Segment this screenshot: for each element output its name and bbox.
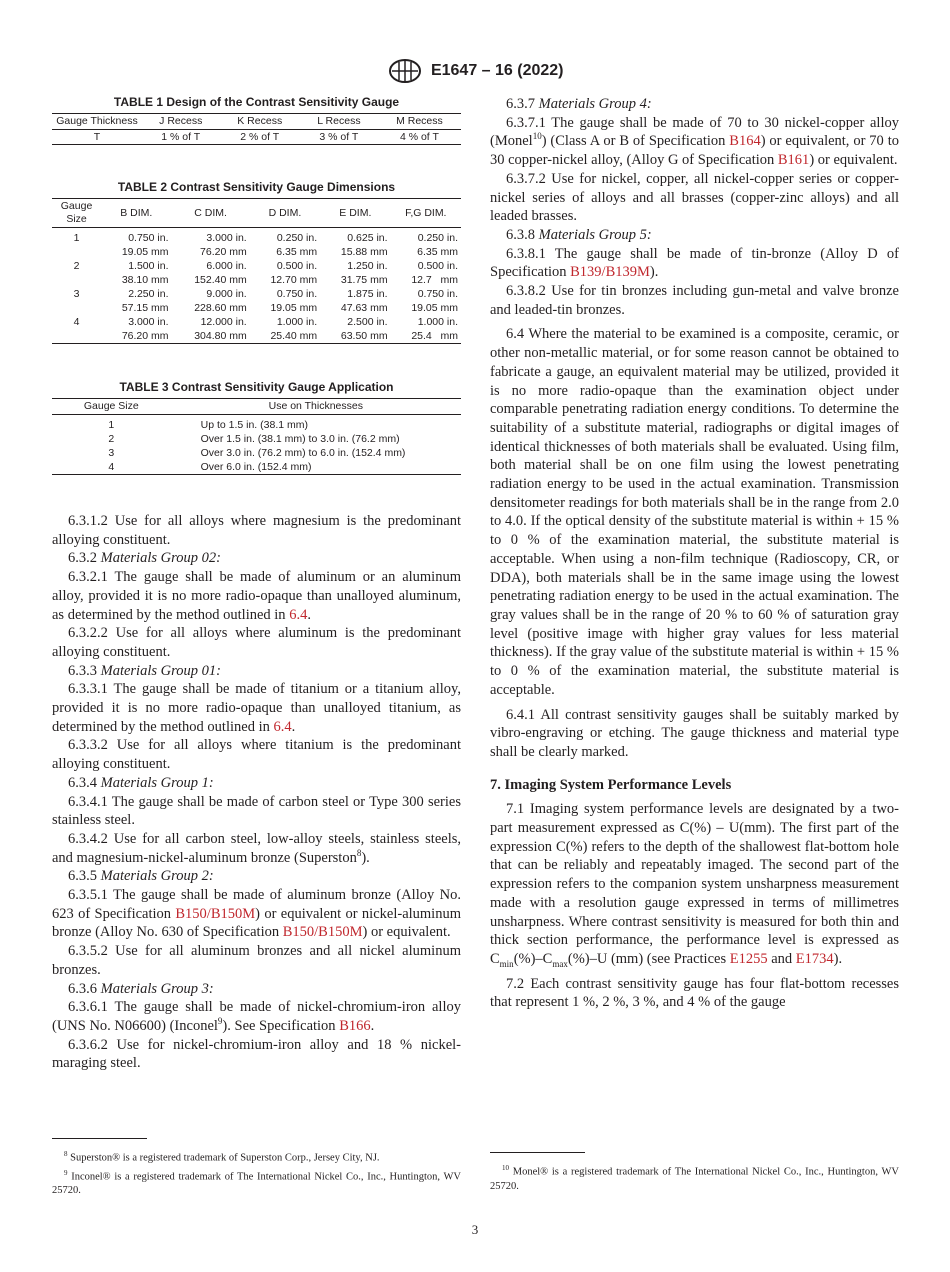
spec-link[interactable]: B166 — [339, 1017, 371, 1034]
paragraph: 6.3.8.1 The gauge shall be made of tin-bronze (Alloy D of Specification B139/B139M). — [490, 245, 899, 281]
section-heading: 6.3.8 Materials Group 5: — [506, 226, 652, 243]
table1-header: M Recess — [378, 114, 461, 130]
paragraph: 6.3.3.1 The gauge shall be made of titanium or a titanium alloy, provided it is no more radio-opaque than unalloyed titanium, as determined by the method outlined in 6.4. — [52, 681, 461, 735]
table3-cell: 2 — [108, 433, 115, 445]
spec-link[interactable]: B161 — [777, 152, 810, 169]
table2-header: Gauge Size — [52, 199, 101, 228]
table2-cell: 19.05 mm — [121, 246, 169, 258]
table2-cell — [52, 273, 101, 287]
paragraph: 6.3.3.2 Use for all alloys where titanium is the predominant alloying constituent. — [52, 737, 461, 773]
table2-cell: 0.750 in. — [417, 288, 458, 300]
spec-link[interactable]: B150/B150M — [282, 924, 363, 941]
table3-cell: 3 — [108, 447, 115, 459]
table3-header: Gauge Size — [52, 399, 171, 415]
paragraph: 6.3.8.2 Use for tin bronzes including gun-metal and valve bronze and leaded-tin bronzes. — [490, 283, 899, 318]
paragraph: 7.1 Imaging system performance levels are designated by a two-part measurement expressed as C(%) – U(mm). The first part of the expression C(%) refers to the depth of the shallowest flat-bottom hole that can be reliably and repeatably imaged. The second part of the expression refers to the companion system unsharpness measurement made with a resolution gauge expressed in terms of millimetres unsharpness. Where contrast sensitivity is measured for both thin and thick section performance, the performance level is expressed as $C_{min}(\%)-C_{max}(\%)-U$ (mm) (see Practices E1255 and E1734). — [490, 801, 899, 969]
table2 — [52, 198, 461, 344]
table2-cell: 2 — [73, 260, 80, 272]
table2-cell: 12.7 mm — [411, 274, 458, 286]
section-heading: 6.3.7 Materials Group 4: — [506, 96, 652, 112]
spec-link[interactable]: B150/B150M — [175, 905, 256, 922]
table3-cell: Over 1.5 in. (38.1 mm) to 3.0 in. (76.2 mm) — [200, 433, 400, 445]
table-row — [52, 446, 461, 460]
table2-cell: 0.750 in. — [128, 232, 169, 244]
table1-header: K Recess — [220, 114, 300, 130]
table1-header: J Recess — [142, 114, 220, 130]
table1 — [52, 113, 461, 145]
table1-cell: 3 % of T — [300, 130, 378, 145]
paragraph: 6.3.5.1 The gauge shall be made of aluminum bronze (Alloy No. 623 of Specification B150/B150M) or equivalent or nickel-aluminum bronze (Alloy No. 630 of Specification B150/B150M) or equivalent. — [52, 887, 461, 941]
paragraph: 6.3.1.2 Use for all alloys where magnesium is the predominant alloying constituent. — [52, 513, 461, 548]
footnote: $^{10}$ Monel® is a registered trademark of The International Nickel Co., Inc., Huntington, WV 25720. — [490, 1164, 899, 1192]
paragraph: 6.3.4.1 The gauge shall be made of carbon steel or Type 300 series stainless steel. — [52, 793, 461, 829]
footnote-marker: 10 — [532, 131, 542, 142]
spec-link[interactable]: B139/B139M — [570, 264, 650, 281]
section-heading: 6.3.4 Materials Group 1: — [68, 774, 214, 791]
table2-cell: 47.63 mm — [340, 302, 388, 314]
table2-title: TABLE 2 Contrast Sensitivity Gauge Dimensions — [117, 180, 396, 194]
paragraph: 6.3.2.2 Use for all alloys where aluminum is the predominant alloying constituent. — [52, 625, 461, 660]
table2-cell: 1.250 in. — [347, 260, 388, 272]
footnote: $^8$ Superston® is a registered trademark of Superston Corp., Jersey City, NJ. — [64, 1150, 380, 1164]
table-row — [52, 231, 461, 245]
section-title: 7. Imaging System Performance Levels — [490, 776, 732, 793]
table-row — [52, 460, 461, 475]
table2-cell: 38.10 mm — [121, 274, 169, 286]
table2-cell: 0.750 in. — [276, 288, 318, 300]
section-link[interactable]: 6.4 — [289, 606, 308, 623]
footnote-divider — [52, 1138, 147, 1139]
table-row — [52, 273, 461, 287]
table2-cell: 19.05 mm — [411, 302, 458, 314]
section-heading: 6.3.6 Materials Group 3: — [68, 980, 214, 997]
spec-link[interactable]: B164 — [729, 133, 761, 150]
table2-cell: 9.000 in. — [206, 288, 247, 300]
table-row — [52, 315, 461, 329]
table2-cell: 0.250 in. — [276, 232, 318, 244]
table2-cell: 6.35 mm — [276, 246, 318, 258]
paragraph: 6.3.7.2 Use for nickel, copper, all nickel-copper series or copper-nickel series of alloys and all brasses (copper-zinc alloys) and all leaded brasses. — [490, 170, 899, 225]
right-footnotes — [490, 1152, 899, 1194]
table2-cell: 31.75 mm — [340, 274, 388, 286]
table1-header: L Recess — [300, 114, 378, 130]
footnote: $^9$ Inconel® is a registered trademark of The International Nickel Co., Inc., Huntington, WV 25720. — [52, 1168, 461, 1196]
table2-cell: 3.000 in. — [206, 232, 247, 244]
table2-cell: 304.80 mm — [172, 329, 250, 344]
table2-cell: 0.625 in. — [347, 232, 388, 244]
table2-header: E DIM. — [320, 199, 390, 228]
table-row — [52, 245, 461, 259]
table3-header: Use on Thicknesses — [171, 399, 461, 415]
table-row — [52, 418, 461, 432]
table2-header: B DIM. — [101, 199, 171, 228]
table2-cell — [52, 245, 101, 259]
table1-cell: T — [52, 130, 142, 145]
footnote-divider — [490, 1152, 585, 1153]
table2-cell: 57.15 mm — [121, 302, 169, 314]
table2-cell: 12.000 in. — [200, 316, 247, 328]
designation: E1647 – 16 (2022) — [430, 62, 564, 79]
table2-cell: 2.250 in. — [128, 288, 169, 300]
table2-cell: 12.70 mm — [270, 274, 318, 286]
table2-cell: 1.500 in. — [128, 260, 169, 272]
table2-cell: 2.500 in. — [347, 316, 388, 328]
table-row — [52, 432, 461, 446]
paragraph: 6.3.6.1 The gauge shall be made of nickel-chromium-iron alloy (UNS No. N06600) (Inconel$^9$). See Specification B166. — [52, 999, 461, 1034]
table2-header: F,G DIM. — [391, 199, 461, 228]
paragraph: 6.3.4.2 Use for all carbon steel, low-alloy steels, stainless steels, and magnesium-nickel-aluminum bronze (Superston$^8$). — [52, 830, 461, 866]
table2-cell: 1.000 in. — [417, 316, 458, 328]
page-number: 3 — [471, 1222, 479, 1237]
table2-cell: 25.40 mm — [250, 329, 320, 344]
table2-header: C DIM. — [172, 199, 250, 228]
table-row — [52, 287, 461, 301]
astm-logo-icon — [387, 58, 423, 84]
table3-cell: 4 — [52, 460, 171, 475]
left-footnotes — [52, 1138, 461, 1198]
table2-cell: 6.000 in. — [206, 260, 247, 272]
table2-cell: 1.000 in. — [276, 316, 318, 328]
table2-cell: 25.4 mm — [391, 329, 461, 344]
table2-cell — [52, 301, 101, 315]
section-link[interactable]: 6.4 — [273, 718, 292, 735]
table2-cell: 3 — [73, 288, 80, 300]
table1-cell: 4 % of T — [378, 130, 461, 145]
table2-cell — [52, 329, 101, 344]
table-row — [52, 301, 461, 315]
table2-cell: 0.500 in. — [417, 260, 458, 272]
table1-cell: 2 % of T — [220, 130, 300, 145]
left-column — [52, 95, 461, 1073]
table2-header: D DIM. — [250, 199, 320, 228]
table2-cell: 0.250 in. — [417, 232, 458, 244]
table1-header: Gauge Thickness — [52, 114, 142, 130]
table2-cell: 1.875 in. — [347, 288, 388, 300]
table2-cell: 0.500 in. — [276, 260, 318, 272]
section-heading: 6.3.3 Materials Group 01: — [68, 662, 221, 679]
table2-cell: 63.50 mm — [320, 329, 390, 344]
table2-cell: 6.35 mm — [417, 246, 458, 258]
table3-title: TABLE 3 Contrast Sensitivity Gauge Application — [119, 380, 394, 394]
table3-cell: Up to 1.5 in. (38.1 mm) — [200, 419, 308, 431]
practice-link[interactable]: E1255 — [729, 950, 768, 967]
practice-link[interactable]: E1734 — [795, 950, 834, 967]
paragraph: 6.4 Where the material to be examined is a composite, ceramic, or other non-metallic material, or for some reason cannot be obtained to fabricate a gauge, an equivalent material may be utilized, provided it is no more radio-opaque than the examination object under comparable penetrating radiation energy conditions. To determine the suitability of a substitute material, radiographs or digital images of identical thicknesses of both materials shall be evaluated. Using film, both material shall be on one film using the lowest penetrating radiation energy to be used in the actual examination. Transmission densitometer readings for both materials shall be in the range from 2.0 to 4.0. If the optical density of the substitute material is within + 15 % to 0 % of the examination material, the substitute material is acceptable. When using a non-film technique (Radioscopy, CR, or DDA), both materials shall be in the same image using the lowest penetrating radiation energy to be used in the actual examination. The gray values shall be in the range of 20 % to 60 % of saturation gray level (positive image with higher gray values for less material thickness). If the gray value of the substitute material is within + 15 % to 0 % of the examination material, the substitute material is acceptable. — [490, 326, 899, 698]
left-body-text — [52, 512, 461, 1073]
table3-cell: Over 6.0 in. (152.4 mm) — [171, 460, 461, 475]
table2-cell: 1 — [73, 232, 80, 244]
table-row — [52, 259, 461, 273]
right-column — [490, 95, 899, 1012]
section-heading: 6.3.2 Materials Group 02: — [68, 550, 221, 567]
table1-cell: 1 % of T — [142, 130, 220, 145]
table2-cell: 3.000 in. — [128, 316, 169, 328]
paragraph: 7.2 Each contrast sensitivity gauge has four flat-bottom recesses that represent 1 %, 2 %, 3 %, and 4 % of the gauge — [490, 975, 899, 1011]
table2-cell: 76.20 mm — [200, 246, 247, 258]
table-row — [52, 329, 461, 344]
table2-cell: 228.60 mm — [194, 302, 247, 314]
table2-cell: 15.88 mm — [340, 246, 388, 258]
footnote-marker: 9 — [217, 1016, 223, 1027]
paragraph: 6.3.7.1 The gauge shall be made of 70 to 30 nickel-copper alloy (Monel$^{10}$) (Class A or B of Specification B164) or equivalent, or 70 to 30 copper-nickel alloy, (Alloy G of Specification B161) or equivalent. — [490, 114, 899, 169]
table3 — [52, 398, 461, 475]
table3-cell: Over 3.0 in. (76.2 mm) to 6.0 in. (152.4 mm) — [200, 447, 406, 459]
paragraph: 6.3.2.1 The gauge shall be made of aluminum or an aluminum alloy, provided it is no more radio-opaque than unalloyed aluminum, as determined by the method outlined in 6.4. — [52, 569, 461, 623]
paragraph: 6.3.5.2 Use for all aluminum bronzes and all nickel aluminum bronzes. — [52, 943, 461, 978]
table1-title: TABLE 1 Design of the Contrast Sensitivity Gauge — [113, 95, 400, 109]
table2-cell: 19.05 mm — [270, 302, 318, 314]
footnote-marker: 8 — [356, 847, 362, 858]
page-header — [0, 58, 950, 84]
paragraph: 6.4.1 All contrast sensitivity gauges shall be suitably marked by vibro-engraving or etching. The gauge thickness and material type shall be clearly marked. — [490, 706, 899, 760]
table2-cell: 152.40 mm — [194, 274, 247, 286]
table2-cell: 76.20 mm — [101, 329, 171, 344]
paragraph: 6.3.6.2 Use for nickel-chromium-iron alloy and 18 % nickel-maraging steel. — [52, 1036, 461, 1072]
table2-cell: 4 — [73, 316, 80, 328]
table3-cell: 1 — [108, 419, 115, 431]
section-heading: 6.3.5 Materials Group 2: — [68, 868, 214, 885]
